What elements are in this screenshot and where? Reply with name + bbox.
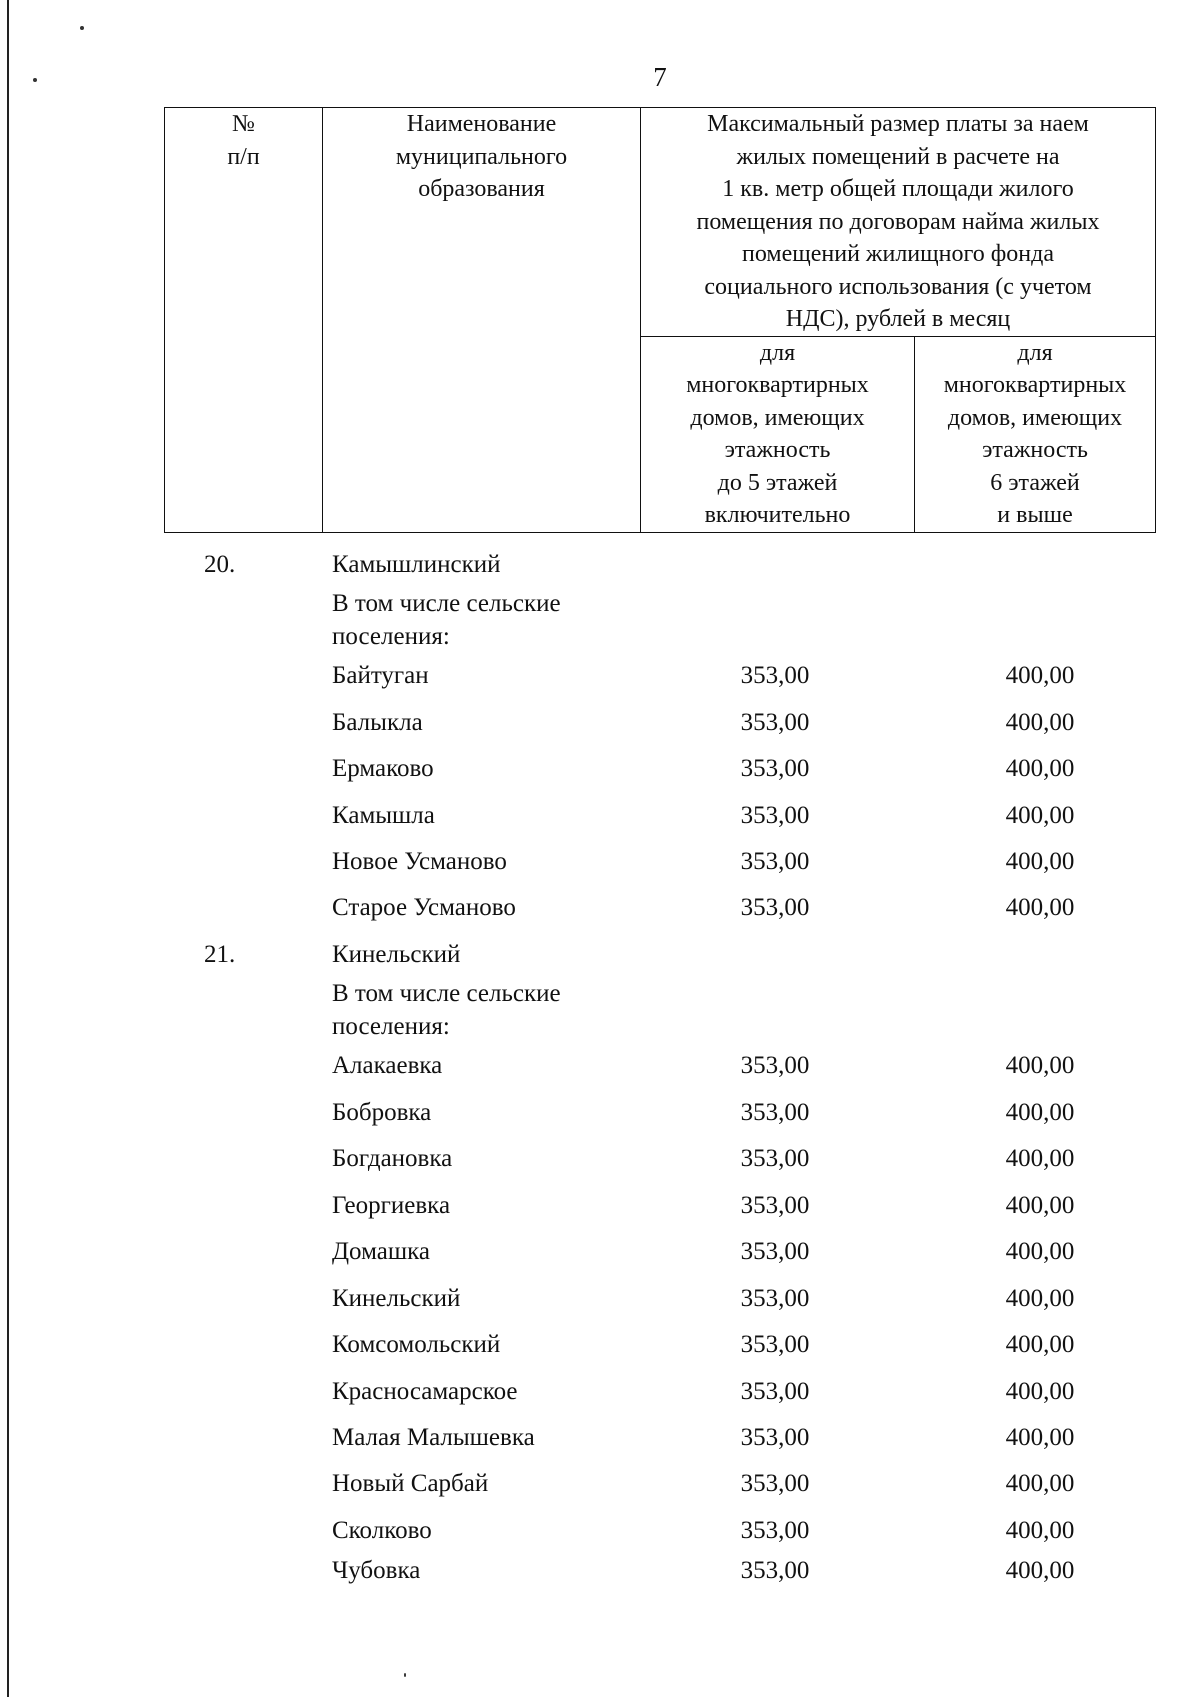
row-fee-6-plus: 400,00 bbox=[1005, 1424, 1075, 1451]
row-municipality: поселения: bbox=[332, 1013, 450, 1040]
header-cell-municipality bbox=[323, 108, 641, 533]
table-header bbox=[164, 107, 1156, 533]
header-line: домов, имеющих bbox=[947, 404, 1123, 431]
row-municipality: Комсомольский bbox=[332, 1331, 501, 1358]
header-line: муниципального bbox=[395, 143, 568, 170]
row-municipality: В том числе сельские bbox=[332, 590, 561, 617]
header-cell-up-to-5-floors bbox=[641, 336, 915, 532]
header-cell-number bbox=[165, 108, 323, 533]
row-fee-6-plus: 400,00 bbox=[1005, 802, 1075, 829]
row-municipality: Кинельский bbox=[332, 1285, 461, 1312]
row-municipality: Новый Сарбай bbox=[332, 1470, 489, 1497]
row-fee-up-to-5: 353,00 bbox=[740, 1285, 810, 1312]
row-fee-6-plus: 400,00 bbox=[1005, 848, 1075, 875]
row-municipality: Богдановка bbox=[332, 1145, 453, 1172]
row-municipality: поселения: bbox=[332, 623, 450, 650]
row-fee-up-to-5: 353,00 bbox=[740, 709, 810, 736]
row-fee-6-plus: 400,00 bbox=[1005, 1378, 1075, 1405]
row-fee-up-to-5: 353,00 bbox=[740, 1099, 810, 1126]
scan-edge-line bbox=[7, 0, 9, 1697]
row-fee-6-plus: 400,00 bbox=[1005, 1557, 1075, 1584]
row-fee-up-to-5: 353,00 bbox=[740, 1052, 810, 1079]
header-line: этажность bbox=[982, 437, 1088, 463]
header-line: Наименование bbox=[406, 111, 557, 137]
row-fee-6-plus: 400,00 bbox=[1005, 1145, 1075, 1172]
header-line: многоквартирных bbox=[943, 372, 1127, 398]
row-fee-up-to-5: 353,00 bbox=[740, 1192, 810, 1219]
row-fee-up-to-5: 353,00 bbox=[740, 1557, 810, 1584]
row-municipality: Байтуган bbox=[332, 662, 429, 689]
header-line: жилых помещений в расчете на bbox=[736, 143, 1060, 170]
row-municipality: Бобровка bbox=[332, 1099, 432, 1126]
row-municipality: Алакаевка bbox=[332, 1052, 443, 1079]
header-cell-max-fee bbox=[641, 108, 1156, 337]
row-fee-6-plus: 400,00 bbox=[1005, 755, 1075, 782]
row-fee-6-plus: 400,00 bbox=[1005, 1470, 1075, 1497]
header-line: № bbox=[232, 111, 255, 137]
header-line: для bbox=[759, 339, 796, 366]
row-fee-up-to-5: 353,00 bbox=[740, 755, 810, 782]
row-fee-up-to-5: 353,00 bbox=[740, 802, 810, 829]
row-fee-6-plus: 400,00 bbox=[1005, 1192, 1075, 1219]
header-line: 6 этажей bbox=[990, 469, 1080, 496]
header-line: социального использования (с учетом bbox=[704, 273, 1092, 300]
row-fee-6-plus: 400,00 bbox=[1005, 709, 1075, 736]
header-line: и выше bbox=[997, 502, 1073, 528]
row-fee-up-to-5: 353,00 bbox=[740, 1378, 810, 1405]
row-municipality: Камышлинский bbox=[332, 551, 501, 578]
row-municipality: Балыкла bbox=[332, 709, 423, 736]
row-fee-6-plus: 400,00 bbox=[1005, 894, 1075, 921]
row-fee-up-to-5: 353,00 bbox=[740, 1424, 810, 1451]
header-line: включительно bbox=[704, 502, 851, 528]
row-municipality: Кинельский bbox=[332, 941, 461, 968]
header-cell-6-floors-and-above bbox=[915, 336, 1156, 532]
row-fee-up-to-5: 353,00 bbox=[740, 1331, 810, 1358]
row-number: 21. bbox=[204, 941, 236, 968]
row-fee-6-plus: 400,00 bbox=[1005, 1331, 1075, 1358]
header-line: Максимальный размер платы за наем bbox=[707, 111, 1089, 137]
row-fee-up-to-5: 353,00 bbox=[740, 1470, 810, 1497]
scan-speck bbox=[80, 26, 84, 30]
header-line: помещения по договорам найма жилых bbox=[696, 208, 1100, 235]
header-line: помещений жилищного фонда bbox=[742, 241, 1054, 267]
header-line: НДС), рублей в месяц bbox=[785, 306, 1011, 332]
scan-speck bbox=[33, 78, 37, 82]
header-line: домов, имеющих bbox=[690, 404, 865, 431]
row-fee-up-to-5: 353,00 bbox=[740, 1517, 810, 1544]
row-fee-up-to-5: 353,00 bbox=[740, 662, 810, 689]
scan-speck bbox=[404, 1673, 406, 1677]
row-municipality: Чубовка bbox=[332, 1557, 421, 1584]
header-line: п/п bbox=[227, 143, 260, 170]
row-fee-6-plus: 400,00 bbox=[1005, 662, 1075, 689]
row-municipality: Малая Малышевка bbox=[332, 1424, 535, 1451]
row-fee-6-plus: 400,00 bbox=[1005, 1238, 1075, 1265]
row-fee-up-to-5: 353,00 bbox=[740, 894, 810, 921]
row-municipality: Сколково bbox=[332, 1517, 432, 1544]
header-line: многоквартирных bbox=[686, 372, 869, 398]
row-number: 20. bbox=[204, 551, 236, 578]
row-municipality: Камышла bbox=[332, 802, 435, 829]
header-line: этажность bbox=[724, 437, 831, 463]
header-line: для bbox=[1017, 339, 1053, 366]
row-municipality: Красносамарское bbox=[332, 1378, 518, 1405]
row-municipality: В том числе сельские bbox=[332, 980, 561, 1007]
header-line: до 5 этажей bbox=[717, 469, 838, 496]
row-municipality: Ермаково bbox=[332, 755, 434, 782]
row-fee-6-plus: 400,00 bbox=[1005, 1517, 1075, 1544]
row-municipality: Георгиевка bbox=[332, 1192, 451, 1219]
row-municipality: Новое Усманово bbox=[332, 848, 507, 875]
header-line: образования bbox=[418, 176, 545, 202]
header-line: 1 кв. метр общей площади жилого bbox=[722, 176, 1074, 202]
row-fee-6-plus: 400,00 bbox=[1005, 1285, 1075, 1312]
row-fee-up-to-5: 353,00 bbox=[740, 848, 810, 875]
row-fee-6-plus: 400,00 bbox=[1005, 1099, 1075, 1126]
row-municipality: Старое Усманово bbox=[332, 894, 516, 921]
row-municipality: Домашка bbox=[332, 1238, 430, 1265]
row-fee-up-to-5: 353,00 bbox=[740, 1145, 810, 1172]
row-fee-up-to-5: 353,00 bbox=[740, 1238, 810, 1265]
row-fee-6-plus: 400,00 bbox=[1005, 1052, 1075, 1079]
page-number: 7 bbox=[653, 62, 667, 92]
